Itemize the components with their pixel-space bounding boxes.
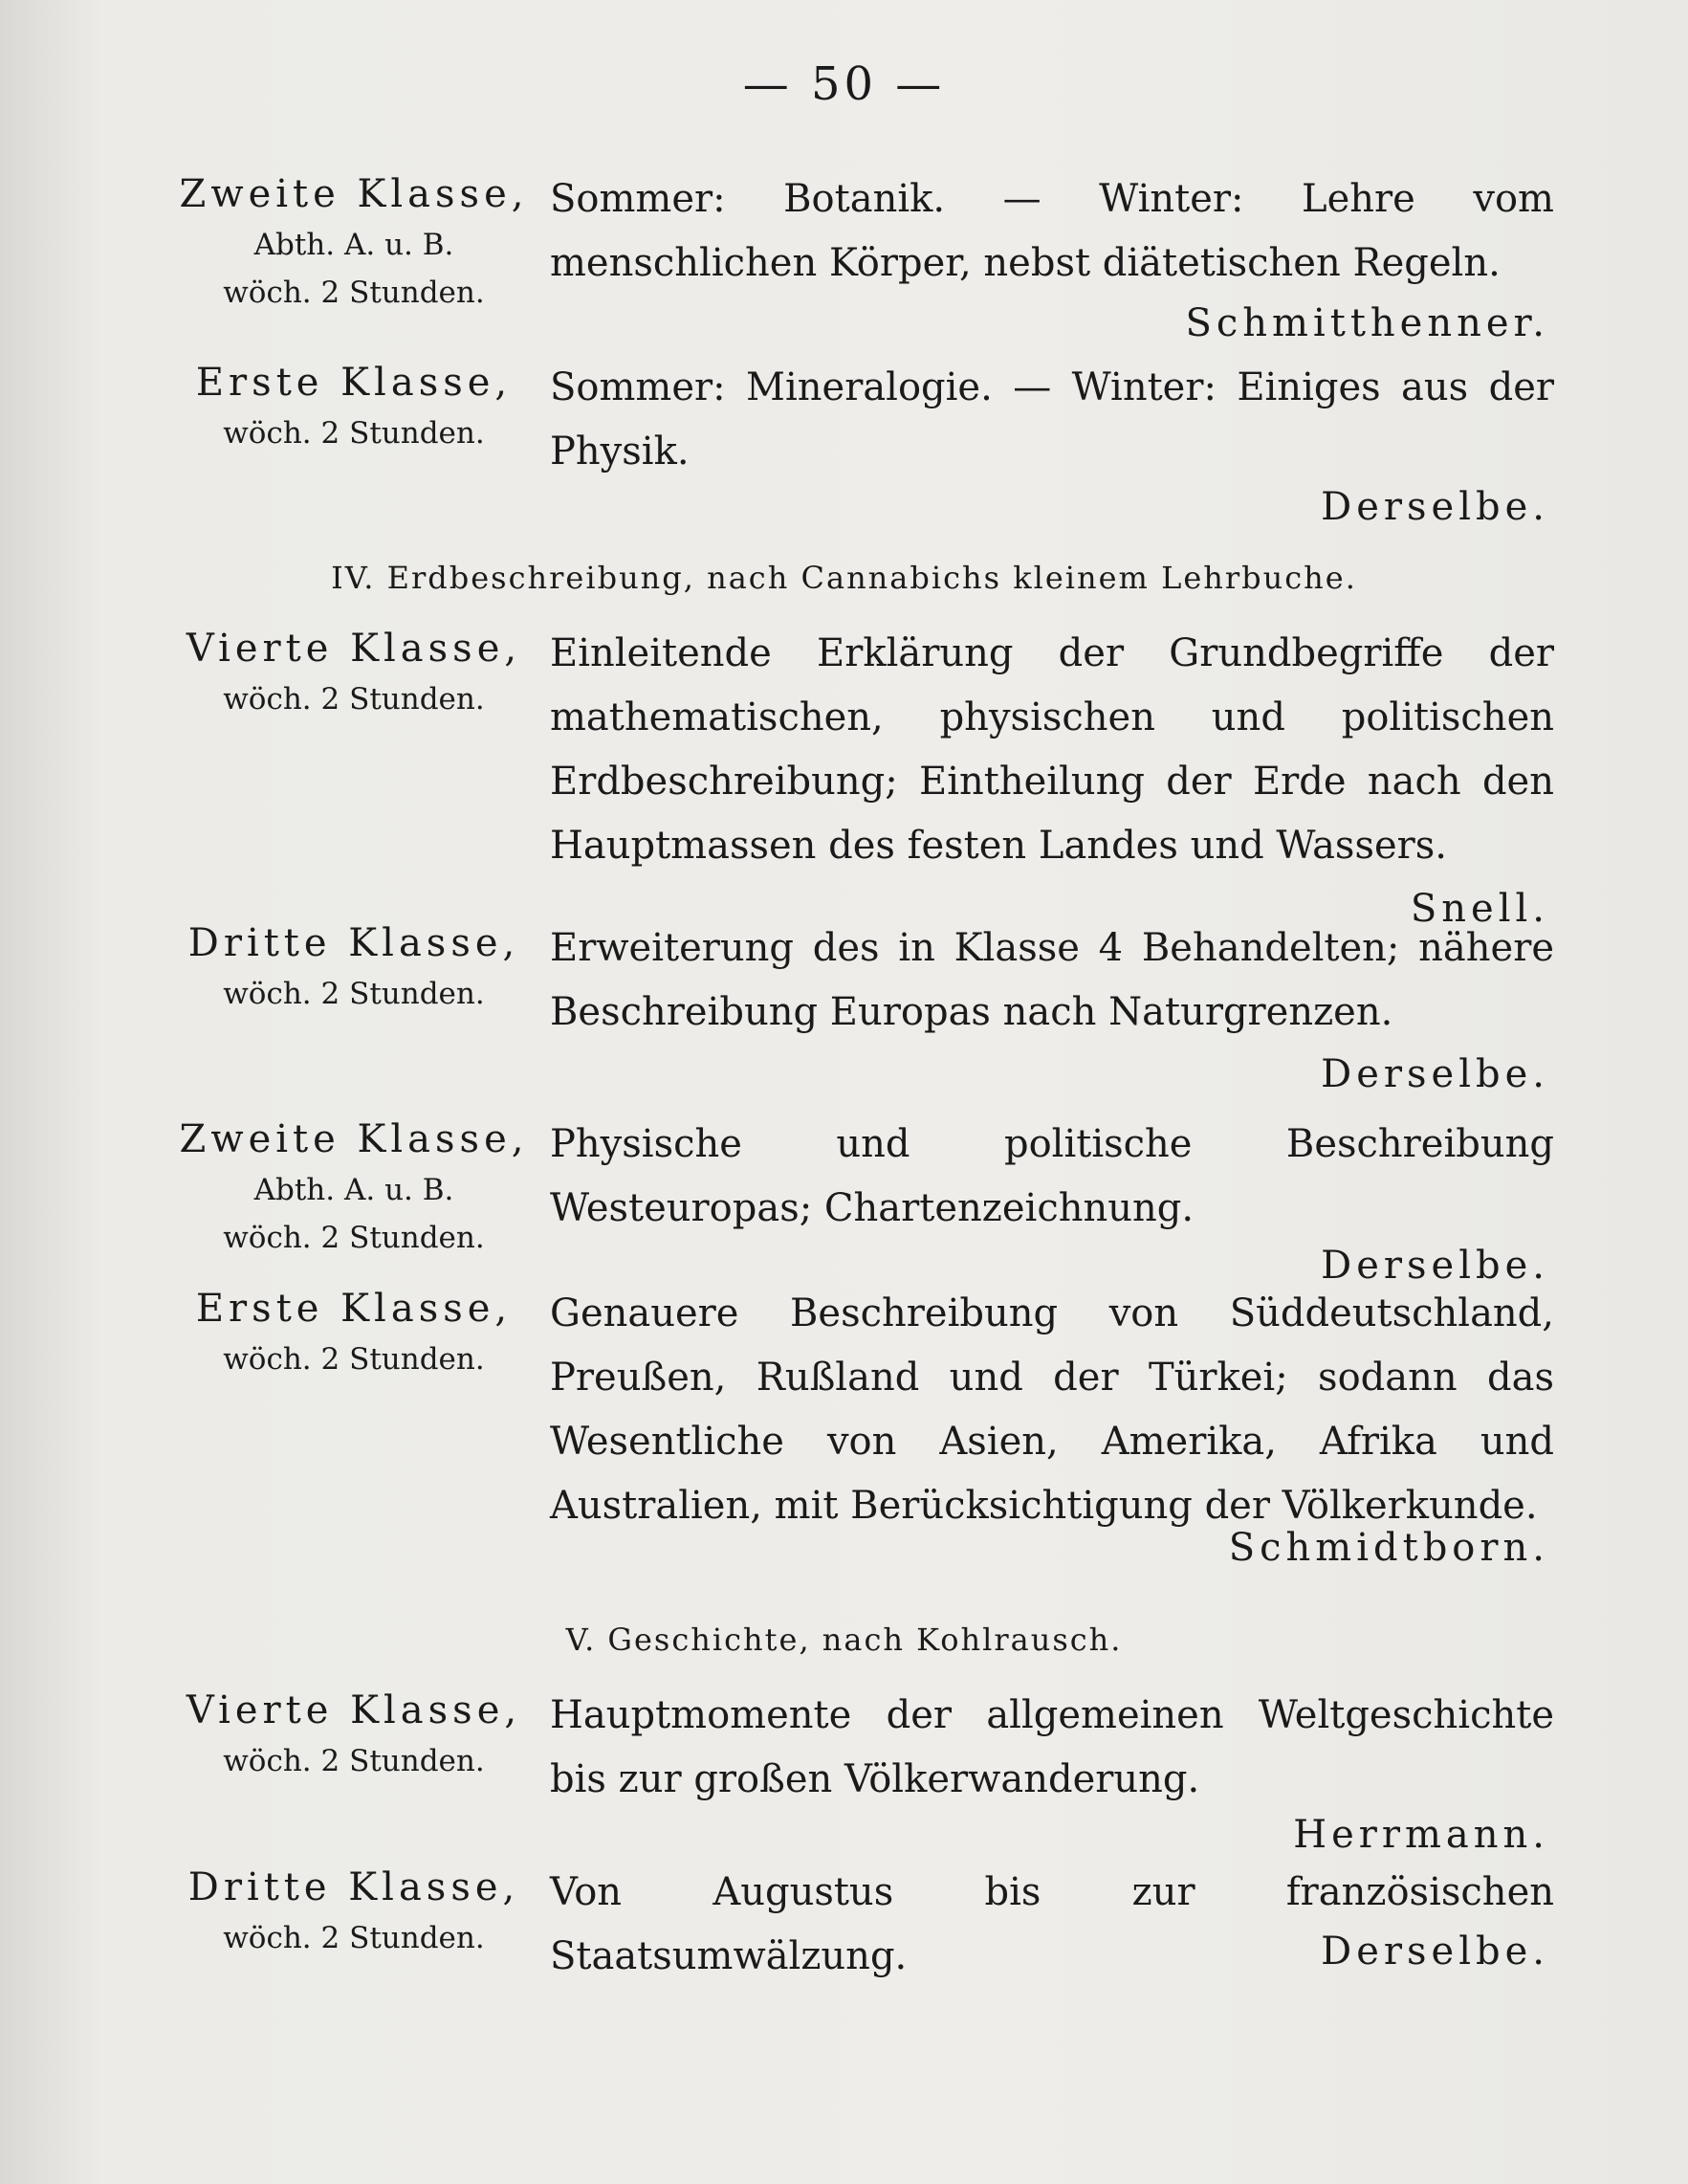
entry-text: Sommer: Botanik. — Winter: Lehre vom menschlichen Körper, nebst diätetischen Regeln. <box>550 177 1554 285</box>
class-hours: wöch. 2 Stunden. <box>223 1744 485 1778</box>
teacher-name: Derselbe. <box>1321 1244 1549 1288</box>
teacher-name: Derselbe. <box>1321 485 1549 529</box>
class-hours: wöch. 2 Stunden. <box>223 416 485 451</box>
class-hours: wöch. 2 Stunden. <box>223 1921 485 1955</box>
section-heading-erdbeschreibung: IV. Erdbeschreibung, nach Cannabichs kleinem Lehrbuche. <box>331 560 1357 596</box>
page-number: — 50 — <box>742 57 946 111</box>
teacher-name: Schmidtborn. <box>1228 1526 1549 1570</box>
class-name: Vierte Klasse, <box>186 627 522 671</box>
class-name: Dritte Klasse, <box>187 1865 520 1909</box>
class-label <box>172 1113 536 1262</box>
entry-text: Erweiterung des in Klasse 4 Behandelten; nähere Beschreibung Europas nach Naturgrenzen. <box>550 926 1554 1034</box>
section-heading-geschichte: V. Geschichte, nach Kohlrausch. <box>565 1621 1123 1658</box>
class-label <box>172 1684 536 1785</box>
class-label <box>172 622 536 723</box>
teacher-name: Herrmann. <box>1293 1813 1549 1857</box>
class-label <box>172 1282 536 1383</box>
class-hours: wöch. 2 Stunden. <box>223 276 485 310</box>
teacher-name: Schmitthenner. <box>1185 301 1549 345</box>
class-hours: wöch. 2 Stunden. <box>223 977 485 1011</box>
class-hours: wöch. 2 Stunden. <box>223 1342 485 1377</box>
entry-text: Hauptmomente der allgemeinen Weltgeschichte bis zur großen Völkerwanderung. <box>550 1693 1554 1801</box>
class-label <box>172 167 536 317</box>
class-name: Zweite Klasse, <box>179 1117 529 1161</box>
class-label <box>172 916 536 1018</box>
class-name: Erste Klasse, <box>195 361 513 405</box>
class-name: Erste Klasse, <box>195 1287 513 1331</box>
entry-text: Einleitende Erklärung der Grundbegriffe der mathematischen, physischen und politischen Erdbeschreibung; Eintheilung der Erde nach den Hauptmassen des festen Landes und Wassers. <box>550 631 1554 868</box>
class-name: Dritte Klasse, <box>187 921 520 965</box>
entry-text: Physische und politische Beschreibung Westeuropas; Chartenzeichnung. <box>550 1122 1554 1230</box>
class-label <box>172 356 536 457</box>
class-name: Vierte Klasse, <box>186 1688 522 1732</box>
class-hours: wöch. 2 Stunden. <box>223 1221 485 1255</box>
entry-text: Von Augustus bis zur französischen Staatsumwälzung. <box>550 1870 1554 1978</box>
class-name: Zweite Klasse, <box>179 172 529 216</box>
teacher-name: Derselbe. <box>1321 1930 1549 1974</box>
class-hours: wöch. 2 Stunden. <box>223 682 485 717</box>
teacher-name: Snell. <box>1410 887 1549 931</box>
entry-text: Sommer: Mineralogie. — Winter: Einiges aus der Physik. <box>550 365 1554 474</box>
teacher-name: Derselbe. <box>1321 1052 1549 1096</box>
class-subdivision: Abth. A. u. B. <box>253 228 454 262</box>
class-subdivision: Abth. A. u. B. <box>253 1173 454 1207</box>
entry-text: Genauere Beschreibung von Süddeutschland, Preußen, Rußland und der Türkei; sodann das Wesentliche von Asien, Amerika, Afrika und Australien, mit Berücksichtigung der Völkerkunde. <box>550 1291 1554 1528</box>
class-label <box>172 1861 536 1962</box>
